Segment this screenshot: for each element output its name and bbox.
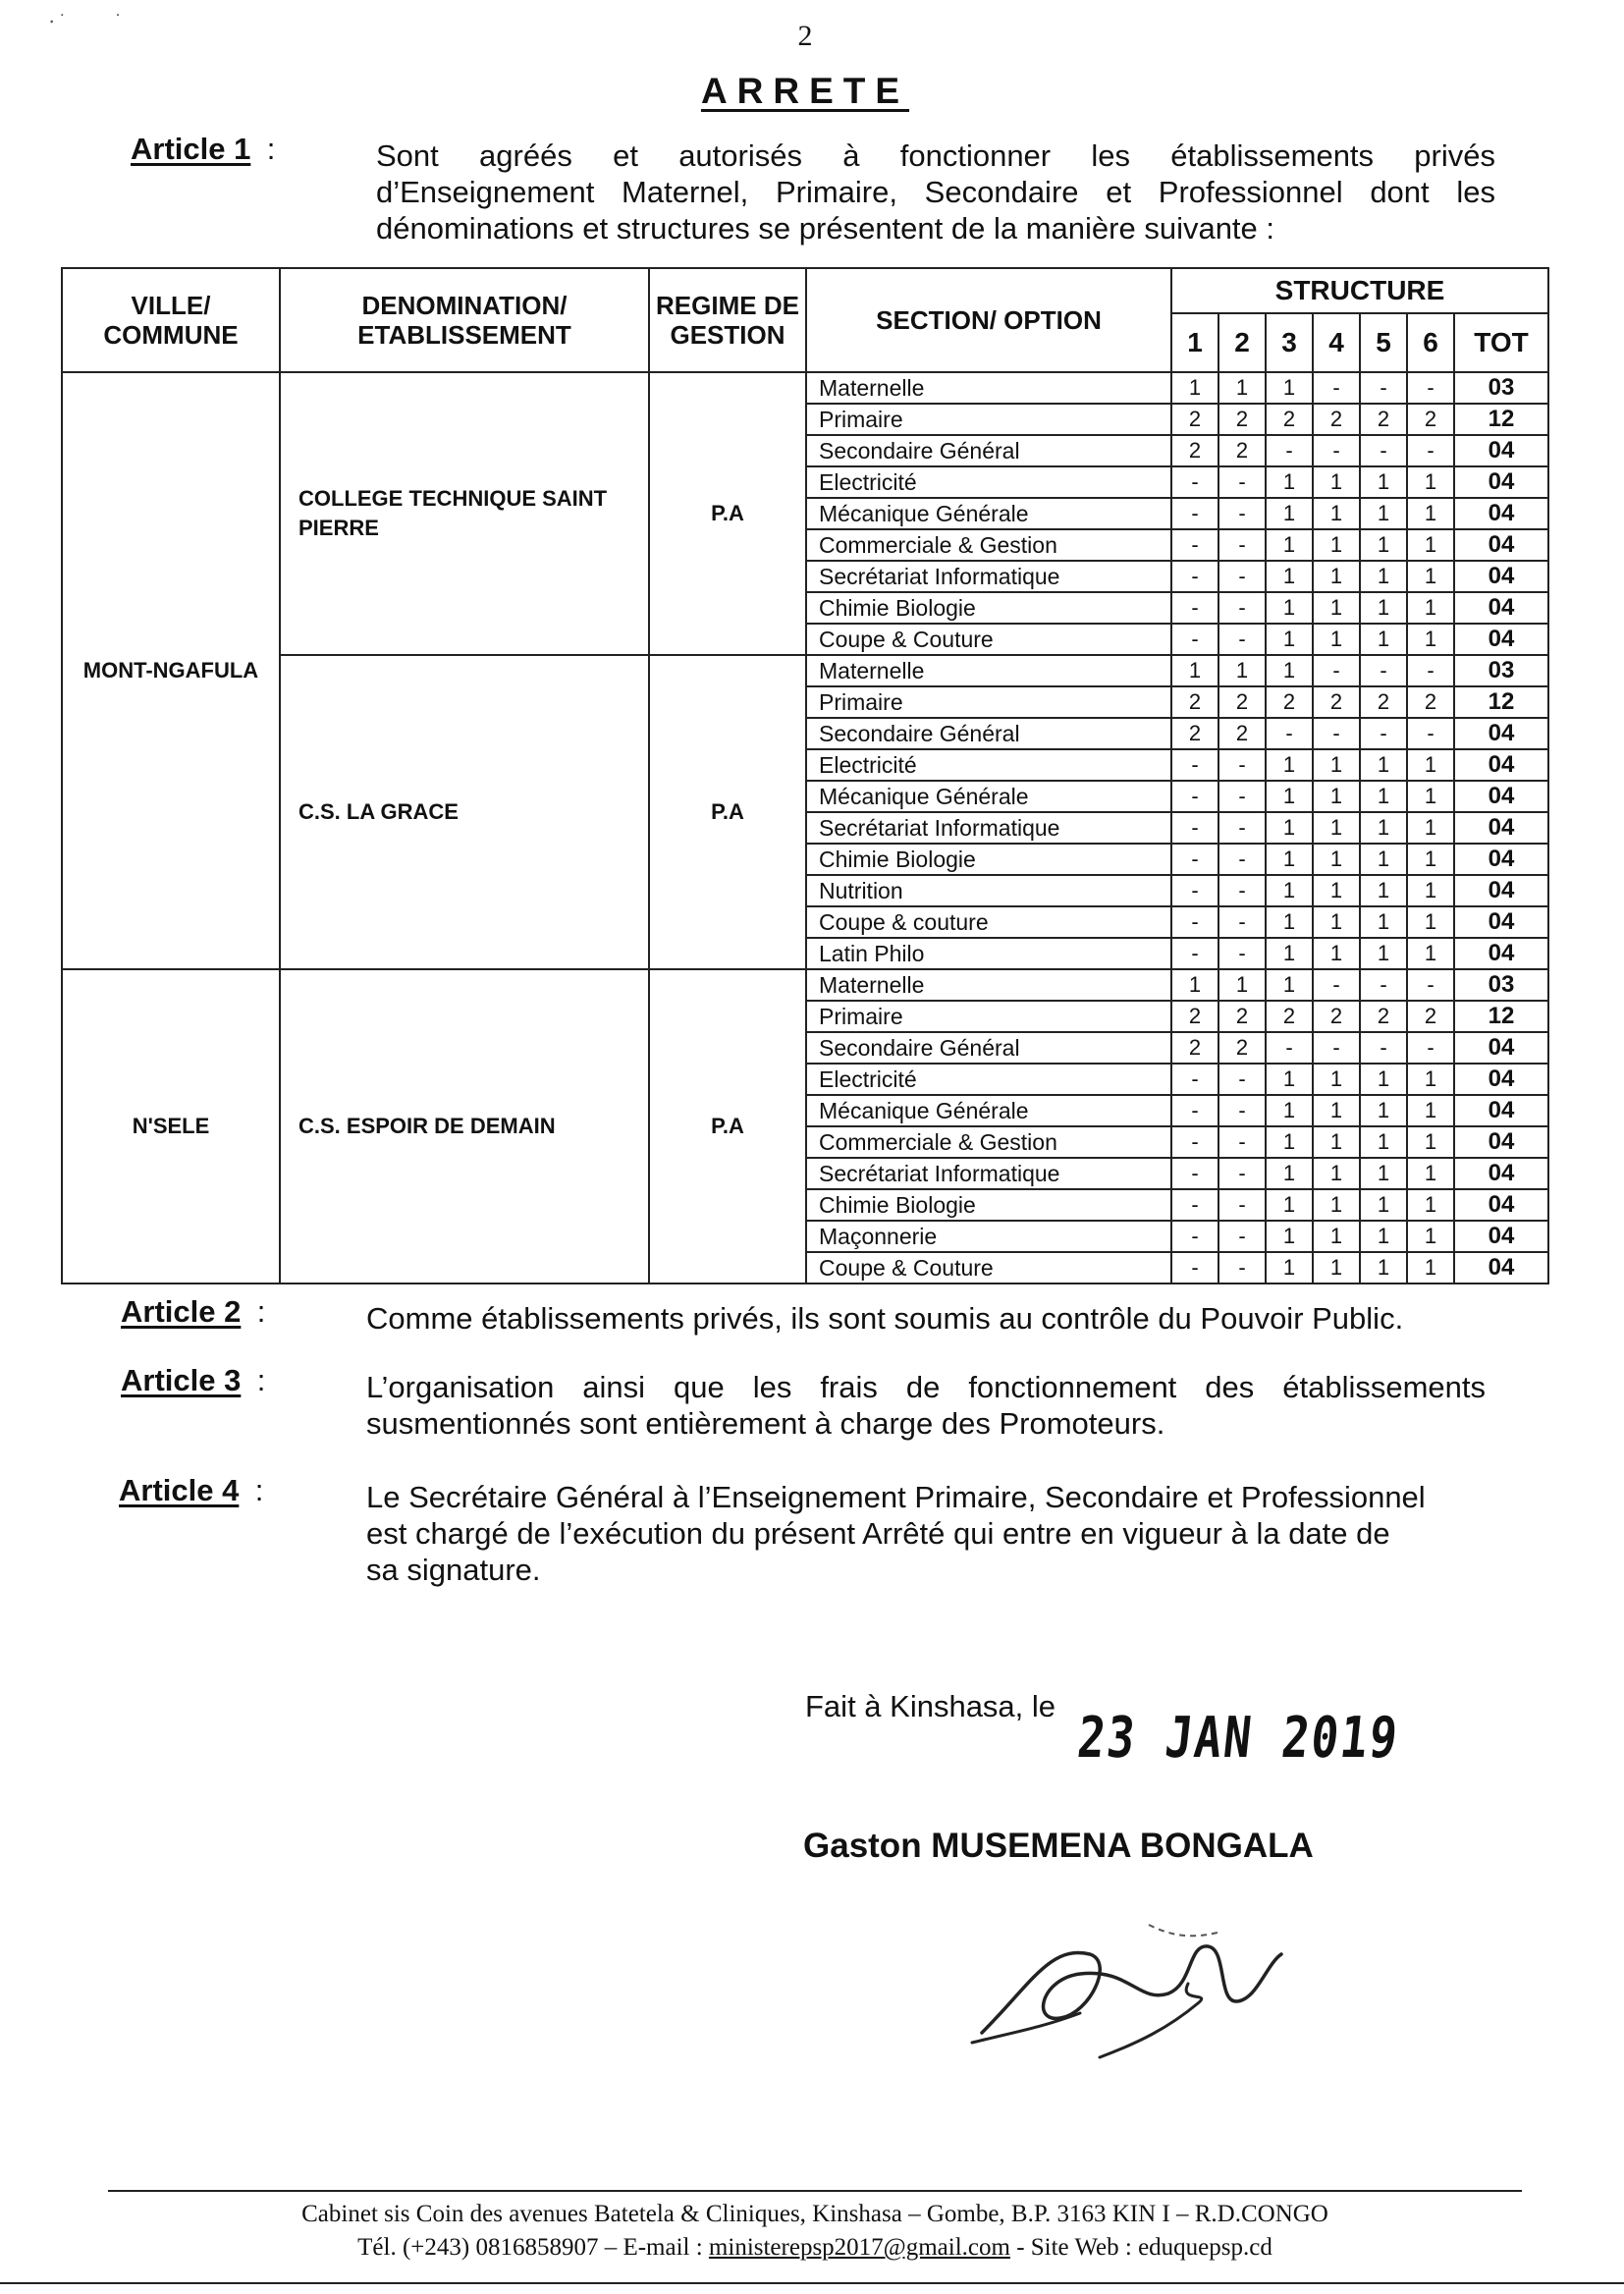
level-2-cell: - [1218, 1126, 1266, 1158]
article-4-text [366, 1479, 1486, 1588]
level-2-cell: - [1218, 1189, 1266, 1221]
level-5-cell: 1 [1360, 1252, 1407, 1284]
closing-place: Fait à Kinshasa, le [805, 1689, 1056, 1723]
level-5-cell: 1 [1360, 561, 1407, 592]
level-5-cell: 2 [1360, 1001, 1407, 1032]
article-2-heading [121, 1294, 265, 1330]
level-3-cell: 1 [1266, 938, 1313, 969]
level-4-cell: 1 [1313, 1126, 1360, 1158]
footer-email-link[interactable]: ministerepsp2017@gmail.com [708, 2234, 1010, 2261]
header-level-6: 6 [1407, 313, 1454, 372]
article-4-line-1: Le Secrétaire Général à l’Enseignement Primaire, Secondaire et Professionnel [366, 1480, 1426, 1514]
level-5-cell: 1 [1360, 1126, 1407, 1158]
level-5-cell: - [1360, 969, 1407, 1001]
level-4-cell: 1 [1313, 624, 1360, 655]
article-4-heading [119, 1473, 263, 1508]
level-5-cell: 1 [1360, 1158, 1407, 1189]
total-cell: 04 [1454, 498, 1548, 529]
level-2-cell: - [1218, 1095, 1266, 1126]
level-3-cell: 1 [1266, 1221, 1313, 1252]
section-cell: Maternelle [806, 655, 1171, 686]
level-6-cell: - [1407, 969, 1454, 1001]
article-4-line-3: sa signature. [366, 1553, 541, 1587]
level-4-cell: - [1313, 969, 1360, 1001]
level-4-cell: 2 [1313, 1001, 1360, 1032]
table-row [62, 969, 1548, 1001]
level-1-cell: - [1171, 875, 1218, 906]
total-cell: 04 [1454, 1032, 1548, 1064]
total-cell: 04 [1454, 1252, 1548, 1284]
level-6-cell: 2 [1407, 686, 1454, 718]
total-cell: 04 [1454, 1221, 1548, 1252]
level-2-cell: - [1218, 466, 1266, 498]
level-2-cell: 1 [1218, 969, 1266, 1001]
level-6-cell: 1 [1407, 1095, 1454, 1126]
level-1-cell: - [1171, 844, 1218, 875]
school-name-cell: C.S. LA GRACE [280, 655, 649, 969]
article-3-heading [121, 1363, 265, 1398]
regime-cell: P.A [649, 655, 806, 969]
level-3-cell: 1 [1266, 812, 1313, 844]
level-4-cell: 1 [1313, 561, 1360, 592]
level-6-cell: 1 [1407, 749, 1454, 781]
level-4-cell: 1 [1313, 1064, 1360, 1095]
level-3-cell: 1 [1266, 875, 1313, 906]
article-1-label: Article 1 [131, 132, 251, 166]
level-3-cell: - [1266, 1032, 1313, 1064]
level-6-cell: 1 [1407, 938, 1454, 969]
table-row [62, 372, 1548, 404]
level-6-cell: 1 [1407, 1221, 1454, 1252]
level-1-cell: 2 [1171, 686, 1218, 718]
level-5-cell: - [1360, 435, 1407, 466]
level-3-cell: 1 [1266, 1189, 1313, 1221]
level-2-cell: - [1218, 529, 1266, 561]
level-6-cell: 2 [1407, 404, 1454, 435]
level-2-cell: 2 [1218, 1032, 1266, 1064]
level-5-cell: 1 [1360, 592, 1407, 624]
level-1-cell: 2 [1171, 718, 1218, 749]
article-3-line-1: L’organisation ainsi que les frais de fonctionnement des établissements [366, 1370, 1486, 1404]
level-5-cell: 1 [1360, 812, 1407, 844]
section-cell: Electricité [806, 749, 1171, 781]
level-6-cell: 2 [1407, 1001, 1454, 1032]
level-6-cell: - [1407, 435, 1454, 466]
level-2-cell: 2 [1218, 1001, 1266, 1032]
level-4-cell: 1 [1313, 498, 1360, 529]
school-name-cell: C.S. ESPOIR DE DEMAIN [280, 969, 649, 1284]
section-cell: Maçonnerie [806, 1221, 1171, 1252]
header-denomination: DENOMINATION/ ETABLISSEMENT [280, 268, 649, 372]
level-6-cell: 1 [1407, 529, 1454, 561]
level-5-cell: 1 [1360, 875, 1407, 906]
header-ville: VILLE/ COMMUNE [62, 268, 280, 372]
total-cell: 04 [1454, 906, 1548, 938]
total-cell: 04 [1454, 718, 1548, 749]
article-1-line-2: d’Enseignement Maternel, Primaire, Secondaire et Professionnel dont les [376, 175, 1495, 209]
level-6-cell: 1 [1407, 844, 1454, 875]
section-cell: Commerciale & Gestion [806, 529, 1171, 561]
level-4-cell: 1 [1313, 906, 1360, 938]
level-4-cell: 1 [1313, 1095, 1360, 1126]
level-1-cell: 1 [1171, 969, 1218, 1001]
total-cell: 04 [1454, 529, 1548, 561]
closing-date-stamp: 23 JAN 2019 [1074, 1704, 1403, 1771]
school-name-cell: COLLEGE TECHNIQUE SAINT PIERRE [280, 372, 649, 655]
level-1-cell: - [1171, 466, 1218, 498]
footer-tel: Tél. (+243) 0816858907 – E-mail : [357, 2234, 703, 2261]
section-cell: Coupe & Couture [806, 624, 1171, 655]
level-1-cell: - [1171, 624, 1218, 655]
header-level-7: TOT [1454, 313, 1548, 372]
total-cell: 04 [1454, 1158, 1548, 1189]
level-6-cell: 1 [1407, 906, 1454, 938]
level-2-cell: 2 [1218, 404, 1266, 435]
level-1-cell: 2 [1171, 404, 1218, 435]
article-4-colon: : [254, 1473, 264, 1507]
level-4-cell: 1 [1313, 1189, 1360, 1221]
level-2-cell: - [1218, 1064, 1266, 1095]
section-cell: Maternelle [806, 372, 1171, 404]
section-cell: Primaire [806, 1001, 1171, 1032]
level-3-cell: 1 [1266, 466, 1313, 498]
section-cell: Maternelle [806, 969, 1171, 1001]
header-section: SECTION/ OPTION [806, 268, 1171, 372]
level-5-cell: - [1360, 718, 1407, 749]
footer-website: - Site Web : eduquepsp.cd [1016, 2234, 1272, 2261]
section-cell: Chimie Biologie [806, 592, 1171, 624]
total-cell: 03 [1454, 655, 1548, 686]
level-5-cell: 1 [1360, 498, 1407, 529]
level-4-cell: 1 [1313, 466, 1360, 498]
level-1-cell: 2 [1171, 1032, 1218, 1064]
regime-cell: P.A [649, 372, 806, 655]
header-level-3: 3 [1266, 313, 1313, 372]
total-cell: 04 [1454, 435, 1548, 466]
level-2-cell: - [1218, 1158, 1266, 1189]
level-4-cell: - [1313, 655, 1360, 686]
level-3-cell: - [1266, 435, 1313, 466]
level-2-cell: 2 [1218, 718, 1266, 749]
level-3-cell: 2 [1266, 404, 1313, 435]
level-3-cell: 1 [1266, 561, 1313, 592]
article-2-colon: : [256, 1294, 266, 1329]
total-cell: 04 [1454, 1189, 1548, 1221]
level-2-cell: - [1218, 812, 1266, 844]
level-1-cell: - [1171, 1158, 1218, 1189]
level-3-cell: 1 [1266, 592, 1313, 624]
level-1-cell: - [1171, 749, 1218, 781]
section-cell: Nutrition [806, 875, 1171, 906]
total-cell: 04 [1454, 466, 1548, 498]
total-cell: 04 [1454, 592, 1548, 624]
level-5-cell: 1 [1360, 1064, 1407, 1095]
level-4-cell: 2 [1313, 404, 1360, 435]
commune-cell: N'SELE [62, 969, 280, 1284]
footer-address: Cabinet sis Coin des avenues Batetela & Cliniques, Kinshasa – Gombe, B.P. 3163 KIN I – R.D.CONGO [301, 2201, 1328, 2227]
level-4-cell: 2 [1313, 686, 1360, 718]
footer-contact [118, 2231, 1512, 2265]
level-6-cell: - [1407, 372, 1454, 404]
level-3-cell: 1 [1266, 498, 1313, 529]
level-1-cell: - [1171, 1064, 1218, 1095]
total-cell: 12 [1454, 404, 1548, 435]
level-2-cell: - [1218, 844, 1266, 875]
level-4-cell: - [1313, 1032, 1360, 1064]
level-1-cell: - [1171, 1126, 1218, 1158]
total-cell: 04 [1454, 812, 1548, 844]
article-3-text [366, 1369, 1486, 1442]
level-4-cell: 1 [1313, 938, 1360, 969]
level-3-cell: 1 [1266, 969, 1313, 1001]
level-6-cell: 1 [1407, 498, 1454, 529]
level-3-cell: 1 [1266, 844, 1313, 875]
level-2-cell: 1 [1218, 372, 1266, 404]
level-2-cell: - [1218, 906, 1266, 938]
level-2-cell: - [1218, 875, 1266, 906]
level-3-cell: 1 [1266, 749, 1313, 781]
level-1-cell: - [1171, 1221, 1218, 1252]
level-2-cell: - [1218, 1221, 1266, 1252]
header-regime: REGIME DE GESTION [649, 268, 806, 372]
handwritten-signature [943, 1885, 1296, 2082]
level-3-cell: - [1266, 718, 1313, 749]
section-cell: Secondaire Général [806, 435, 1171, 466]
section-cell: Chimie Biologie [806, 844, 1171, 875]
level-1-cell: - [1171, 498, 1218, 529]
level-1-cell: - [1171, 781, 1218, 812]
page-number: 2 [797, 20, 813, 52]
level-1-cell: 1 [1171, 372, 1218, 404]
level-3-cell: 2 [1266, 1001, 1313, 1032]
level-5-cell: 1 [1360, 781, 1407, 812]
level-3-cell: 1 [1266, 1158, 1313, 1189]
level-6-cell: 1 [1407, 781, 1454, 812]
level-5-cell: - [1360, 655, 1407, 686]
level-6-cell: 1 [1407, 1252, 1454, 1284]
level-6-cell: 1 [1407, 466, 1454, 498]
level-3-cell: 1 [1266, 1095, 1313, 1126]
article-1-colon: : [266, 132, 276, 166]
level-1-cell: - [1171, 1252, 1218, 1284]
article-1-text [376, 137, 1495, 246]
level-4-cell: 1 [1313, 875, 1360, 906]
level-5-cell: - [1360, 1032, 1407, 1064]
table-row [62, 655, 1548, 686]
total-cell: 04 [1454, 1126, 1548, 1158]
level-1-cell: 2 [1171, 1001, 1218, 1032]
level-2-cell: 2 [1218, 686, 1266, 718]
section-cell: Electricité [806, 466, 1171, 498]
article-1-heading [131, 132, 275, 167]
level-1-cell: - [1171, 1189, 1218, 1221]
total-cell: 04 [1454, 1095, 1548, 1126]
level-4-cell: 1 [1313, 844, 1360, 875]
level-4-cell: 1 [1313, 1158, 1360, 1189]
level-1-cell: - [1171, 906, 1218, 938]
level-1-cell: 1 [1171, 655, 1218, 686]
header-level-1: 1 [1171, 313, 1218, 372]
article-3-label: Article 3 [121, 1363, 242, 1397]
level-3-cell: 1 [1266, 529, 1313, 561]
level-5-cell: 1 [1360, 466, 1407, 498]
level-5-cell: 1 [1360, 906, 1407, 938]
level-3-cell: 1 [1266, 624, 1313, 655]
level-1-cell: - [1171, 1095, 1218, 1126]
header-level-5: 5 [1360, 313, 1407, 372]
total-cell: 04 [1454, 749, 1548, 781]
level-2-cell: - [1218, 749, 1266, 781]
total-cell: 04 [1454, 844, 1548, 875]
level-5-cell: 1 [1360, 749, 1407, 781]
total-cell: 12 [1454, 1001, 1548, 1032]
level-6-cell: 1 [1407, 812, 1454, 844]
level-6-cell: 1 [1407, 592, 1454, 624]
level-4-cell: 1 [1313, 1221, 1360, 1252]
level-1-cell: - [1171, 529, 1218, 561]
level-3-cell: 1 [1266, 372, 1313, 404]
scan-marks: ⸱ ˙ ˙ [49, 12, 123, 33]
level-2-cell: - [1218, 592, 1266, 624]
level-6-cell: 1 [1407, 561, 1454, 592]
section-cell: Secrétariat Informatique [806, 812, 1171, 844]
section-cell: Mécanique Générale [806, 1095, 1171, 1126]
level-1-cell: - [1171, 812, 1218, 844]
section-cell: Primaire [806, 686, 1171, 718]
level-1-cell: - [1171, 592, 1218, 624]
level-6-cell: - [1407, 718, 1454, 749]
level-3-cell: 2 [1266, 686, 1313, 718]
regime-cell: P.A [649, 969, 806, 1284]
signer-name: Gaston MUSEMENA BONGALA [803, 1827, 1314, 1865]
level-2-cell: - [1218, 498, 1266, 529]
level-4-cell: 1 [1313, 812, 1360, 844]
commune-cell: MONT-NGAFULA [62, 372, 280, 969]
total-cell: 04 [1454, 1064, 1548, 1095]
level-1-cell: - [1171, 561, 1218, 592]
article-1-line-1: Sont agréés et autorisés à fonctionner les établissements privés [376, 138, 1495, 173]
article-4-line-2: est chargé de l’exécution du présent Arrêté qui entre en vigueur à la date de [366, 1516, 1390, 1551]
section-cell: Chimie Biologie [806, 1189, 1171, 1221]
level-4-cell: 1 [1313, 1252, 1360, 1284]
section-cell: Latin Philo [806, 938, 1171, 969]
level-3-cell: 1 [1266, 906, 1313, 938]
section-cell: Primaire [806, 404, 1171, 435]
article-4-label: Article 4 [119, 1473, 240, 1507]
level-3-cell: 1 [1266, 1064, 1313, 1095]
total-cell: 12 [1454, 686, 1548, 718]
level-5-cell: - [1360, 372, 1407, 404]
level-1-cell: - [1171, 938, 1218, 969]
level-5-cell: 1 [1360, 1095, 1407, 1126]
level-4-cell: 1 [1313, 529, 1360, 561]
level-5-cell: 1 [1360, 529, 1407, 561]
level-3-cell: 1 [1266, 781, 1313, 812]
level-4-cell: 1 [1313, 781, 1360, 812]
level-2-cell: - [1218, 938, 1266, 969]
level-5-cell: 2 [1360, 686, 1407, 718]
level-4-cell: - [1313, 372, 1360, 404]
total-cell: 04 [1454, 624, 1548, 655]
level-6-cell: 1 [1407, 1189, 1454, 1221]
level-5-cell: 1 [1360, 1189, 1407, 1221]
establishments-table [61, 267, 1549, 1284]
section-cell: Secrétariat Informatique [806, 561, 1171, 592]
level-2-cell: - [1218, 561, 1266, 592]
level-5-cell: 1 [1360, 844, 1407, 875]
section-cell: Mécanique Générale [806, 781, 1171, 812]
header-level-4: 4 [1313, 313, 1360, 372]
article-2-text: Comme établissements privés, ils sont soumis au contrôle du Pouvoir Public. [366, 1301, 1404, 1336]
level-5-cell: 1 [1360, 938, 1407, 969]
section-cell: Mécanique Générale [806, 498, 1171, 529]
total-cell: 03 [1454, 372, 1548, 404]
level-3-cell: 1 [1266, 1126, 1313, 1158]
article-1-line-3: dénominations et structures se présentent de la manière suivante : [376, 211, 1275, 246]
total-cell: 04 [1454, 875, 1548, 906]
article-2-label: Article 2 [121, 1294, 242, 1329]
level-3-cell: 1 [1266, 655, 1313, 686]
level-5-cell: 2 [1360, 404, 1407, 435]
level-2-cell: 2 [1218, 435, 1266, 466]
section-cell: Coupe & couture [806, 906, 1171, 938]
level-2-cell: - [1218, 1252, 1266, 1284]
level-3-cell: 1 [1266, 1252, 1313, 1284]
total-cell: 04 [1454, 938, 1548, 969]
section-cell: Electricité [806, 1064, 1171, 1095]
level-6-cell: - [1407, 1032, 1454, 1064]
level-1-cell: 2 [1171, 435, 1218, 466]
level-6-cell: - [1407, 655, 1454, 686]
level-2-cell: - [1218, 781, 1266, 812]
level-4-cell: 1 [1313, 592, 1360, 624]
level-6-cell: 1 [1407, 875, 1454, 906]
level-4-cell: - [1313, 435, 1360, 466]
level-6-cell: 1 [1407, 1064, 1454, 1095]
level-4-cell: 1 [1313, 749, 1360, 781]
level-4-cell: - [1313, 718, 1360, 749]
total-cell: 03 [1454, 969, 1548, 1001]
footer-rule [108, 2190, 1522, 2192]
section-cell: Secondaire Général [806, 1032, 1171, 1064]
header-structure: STRUCTURE [1171, 268, 1548, 313]
level-6-cell: 1 [1407, 1126, 1454, 1158]
section-cell: Secrétariat Informatique [806, 1158, 1171, 1189]
header-level-2: 2 [1218, 313, 1266, 372]
page-bottom-rule [0, 2282, 1624, 2284]
total-cell: 04 [1454, 781, 1548, 812]
level-6-cell: 1 [1407, 1158, 1454, 1189]
document-title: ARRETE [700, 71, 910, 111]
section-cell: Coupe & Couture [806, 1252, 1171, 1284]
level-5-cell: 1 [1360, 1221, 1407, 1252]
level-5-cell: 1 [1360, 624, 1407, 655]
section-cell: Commerciale & Gestion [806, 1126, 1171, 1158]
article-3-colon: : [256, 1363, 266, 1397]
total-cell: 04 [1454, 561, 1548, 592]
section-cell: Secondaire Général [806, 718, 1171, 749]
level-6-cell: 1 [1407, 624, 1454, 655]
level-2-cell: - [1218, 624, 1266, 655]
level-2-cell: 1 [1218, 655, 1266, 686]
article-3-line-2: susmentionnés sont entièrement à charge des Promoteurs. [366, 1406, 1165, 1441]
